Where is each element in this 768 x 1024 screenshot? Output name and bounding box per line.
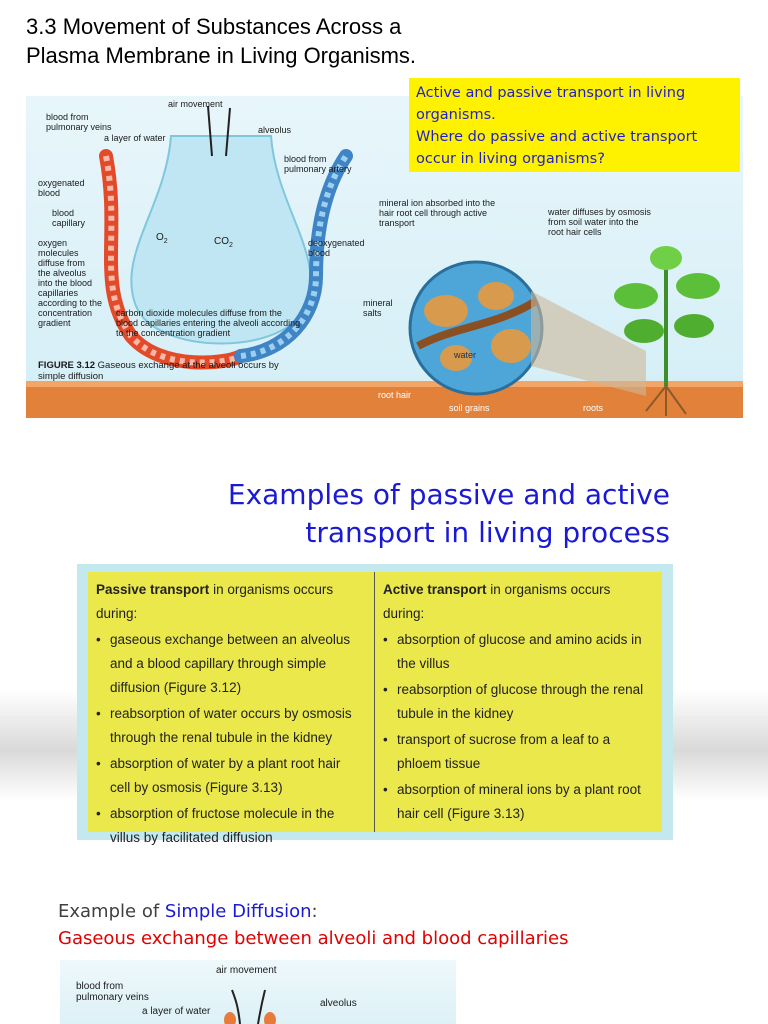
label-roots: roots <box>583 403 604 413</box>
label-air-movement: air movement <box>216 965 277 976</box>
callout-line: Active and passive transport in living <box>416 85 686 101</box>
slide2-title <box>150 476 670 552</box>
capillary-cell <box>264 1012 276 1024</box>
label-water-diffuses: water diffuses by osmosis from soil water into the root hair cells <box>548 207 651 237</box>
label-oxygenated-blood: oxygenated blood <box>38 178 85 198</box>
label-oxygen-diffusion: oxygen molecules diffuse from the alveolus into the blood capillaries according to the concentration gradient <box>38 238 103 328</box>
slide3-heading: Example of Simple Diffusion: <box>58 901 318 922</box>
label-alveolus: alveolus <box>258 125 292 135</box>
label-deoxygenated-blood: deoxygenated blood <box>308 238 365 258</box>
list-item: • reabsorption of glucose through the renal tubule in the kidney <box>383 678 652 726</box>
label-layer-of-water: a layer of water <box>104 133 166 143</box>
soil-grain <box>478 282 514 310</box>
capillary-cell <box>224 1012 236 1024</box>
label-layer-of-water: a layer of water <box>142 1006 211 1017</box>
list-item: • absorption of glucose and amino acids in the villus <box>383 628 652 676</box>
list-item: • absorption of mineral ions by a plant root hair cell (Figure 3.13) <box>383 778 652 826</box>
slide1-title-line2: Plasma Membrane in Living Organisms. <box>26 43 417 68</box>
callout-line: occur in living organisms? <box>416 151 605 167</box>
transport-table <box>77 564 673 845</box>
label-o2: $O_2$ <box>156 232 168 245</box>
slide1-title <box>26 12 496 70</box>
label-water: water <box>454 350 477 360</box>
callout-line: Where do passive and active transport <box>416 129 698 145</box>
label-root-hair: root hair <box>378 390 412 400</box>
simple-diffusion-highlight: Simple Diffusion <box>164 901 312 922</box>
figure-alveoli-bottom <box>60 960 456 1024</box>
list-item: • transport of sucrose from a leaf to a phloem tissue <box>383 728 652 776</box>
soil-grain <box>424 295 468 327</box>
plant-leaf <box>674 314 714 338</box>
callout-line: organisms. <box>416 107 496 123</box>
list-item: • gaseous exchange between an alveolus and a blood capillary through simple diffusion (Figure 3.12) <box>96 628 364 700</box>
label-soil-grains: soil grains <box>449 403 490 413</box>
label-blood-from-pulmonary-veins: blood from pulmonary veins <box>76 981 149 1003</box>
active-column <box>375 572 662 832</box>
label-mineral-salts: mineral salts <box>363 298 393 318</box>
list-item: • absorption of water by a plant root hair cell by osmosis (Figure 3.13) <box>96 752 364 800</box>
slide1-title-line1: 3.3 Movement of Substances Across a <box>26 14 402 39</box>
label-alveolus: alveolus <box>320 998 357 1009</box>
label-co2-diffusion: carbon dioxide molecules diffuse from the blood capillaries entering the alveoli according to the concentration gradient <box>116 308 301 338</box>
air-arrow-down <box>258 990 265 1024</box>
slide2-title-line1: Examples of passive and active <box>227 478 670 511</box>
plant-leaf <box>650 246 682 270</box>
active-list <box>383 628 652 826</box>
plant-leaf <box>624 319 664 343</box>
label-blood-capillary: blood capillary <box>52 208 86 228</box>
label-mineral-ion: mineral ion absorbed into the hair root cell through active transport <box>379 198 496 228</box>
label-blood-from-pulmonary-artery: blood from pulmonary artery <box>284 154 352 174</box>
passive-column <box>88 572 375 845</box>
list-item: • reabsorption of water occurs by osmosis through the renal tubule in the kidney <box>96 702 364 750</box>
callout-box <box>409 78 740 172</box>
list-item: • absorption of fructose molecule in the villus by facilitated diffusion <box>96 802 364 850</box>
soil-grain <box>491 329 531 363</box>
transport-table-inner <box>88 572 662 845</box>
label-blood-from-pulmonary-veins: blood from pulmonary veins <box>46 112 112 132</box>
active-heading: Active transport in organisms occurs during: <box>383 582 611 621</box>
passive-list <box>96 628 364 850</box>
slide2-title-line2: transport in living process <box>305 516 670 549</box>
passive-heading: Passive transport in organisms occurs during: <box>96 582 334 621</box>
label-air-movement: air movement <box>168 99 223 109</box>
label-co2: $CO_2$ <box>214 236 233 249</box>
figure-caption: FIGURE 3.12 Gaseous exchange at the alveoli occurs by simple diffusion <box>38 360 279 382</box>
slide3-subheading: Gaseous exchange between alveoli and blood capillaries <box>58 928 569 949</box>
plant-leaf <box>676 273 720 299</box>
plant-leaf <box>614 283 658 309</box>
